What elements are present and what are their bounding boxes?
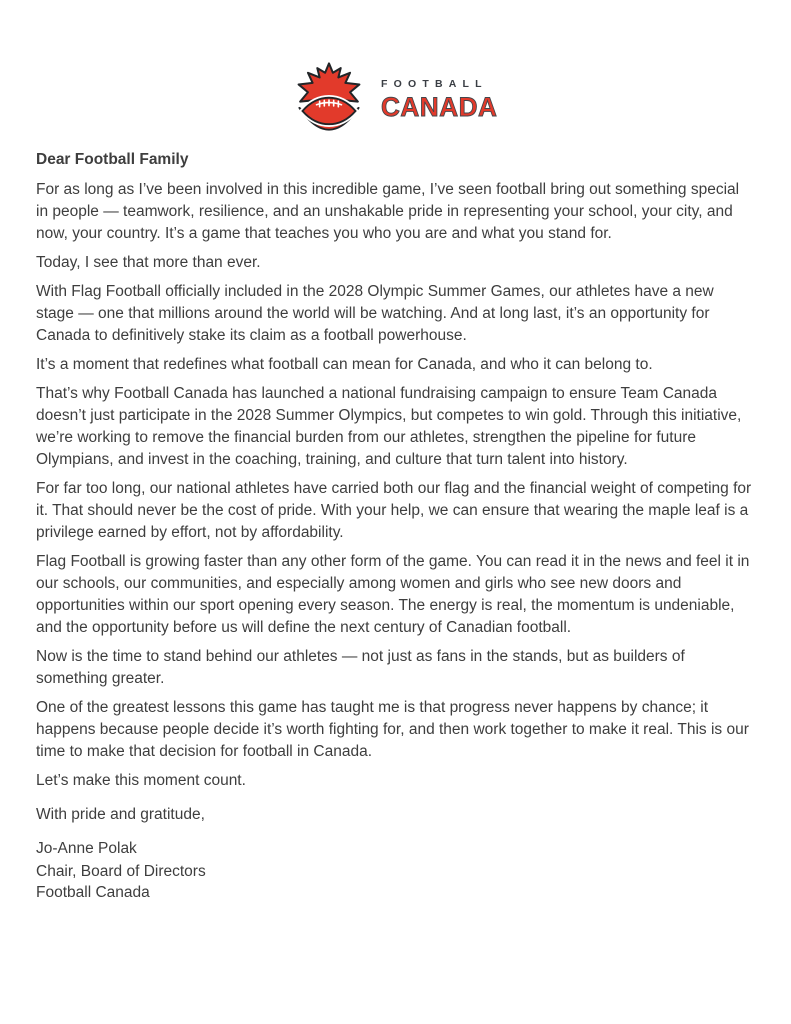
letter-body bbox=[36, 149, 755, 904]
letter-paragraph: For as long as I’ve been involved in this incredible game, I’ve seen football bring out something special in people — teamwork, resilience, and an unshakable pride in representing your school, your city, and now, your country. It’s a game that teaches you who you are and what you stand for. bbox=[36, 181, 740, 242]
letter-paragraph: One of the greatest lessons this game has taught me is that progress never happens by chance; it happens because people decide it’s worth fighting for, and then work together to make it real. This is our time to make that decision for football in Canada. bbox=[36, 699, 749, 760]
letter-paragraph: It’s a moment that redefines what football can mean for Canada, and who it can belong to. bbox=[36, 356, 653, 373]
letter-paragraph: Flag Football is growing faster than any other form of the game. You can read it in the news and feel it in our schools, our communities, and especially among women and girls who see new doors and opportunities within our sport opening every season. The energy is real, the momentum is undeniable, and the opportunity before us will define the next century of Canadian football. bbox=[36, 553, 750, 636]
wordmark-football-text: FOOTBALL bbox=[381, 77, 488, 90]
letter-paragraph: Now is the time to stand behind our athletes — not just as fans in the stands, but as builders of something greater. bbox=[36, 648, 685, 687]
letter-paragraph: Let’s make this moment count. bbox=[36, 772, 246, 789]
letter-paragraph: Today, I see that more than ever. bbox=[36, 254, 261, 271]
letter-paragraph: With Flag Football officially included in the 2028 Olympic Summer Games, our athletes have a new stage — one that millions around the world will be watching. And at long last, it’s an opportunity for Canada to definitively stake its claim as a football powerhouse. bbox=[36, 283, 714, 344]
closing-line: With pride and gratitude, bbox=[36, 806, 205, 823]
signature-org: Football Canada bbox=[36, 884, 150, 902]
wordmark-canada-text: CANADA bbox=[381, 91, 498, 122]
signature-name: Jo-Anne Polak bbox=[36, 840, 137, 857]
salutation: Dear Football Family bbox=[36, 151, 189, 168]
signature-title: Chair, Board of Directors bbox=[36, 863, 206, 880]
letter-paragraph: That’s why Football Canada has launched a national fundraising campaign to ensure Team Canada doesn’t just participate in the 2028 Summer Olympics, but competes to win gold. Through this initiative, we’re working to remove the financial burden from our athletes, strengthen the pipeline for future Olympians, and invest in the coaching, training, and culture that turn talent into history. bbox=[36, 385, 742, 468]
football-canada-logo bbox=[36, 60, 755, 136]
logo-wordmark bbox=[381, 76, 501, 121]
maple-leaf-football-icon bbox=[290, 61, 368, 136]
signature-block bbox=[36, 861, 755, 904]
letter-paragraph: For far too long, our national athletes have carried both our flag and the financial weight of competing for it. That should never be the cost of pride. With your help, we can ensure that wearing the maple leaf is a privilege earned by effort, not by affordability. bbox=[36, 480, 752, 541]
